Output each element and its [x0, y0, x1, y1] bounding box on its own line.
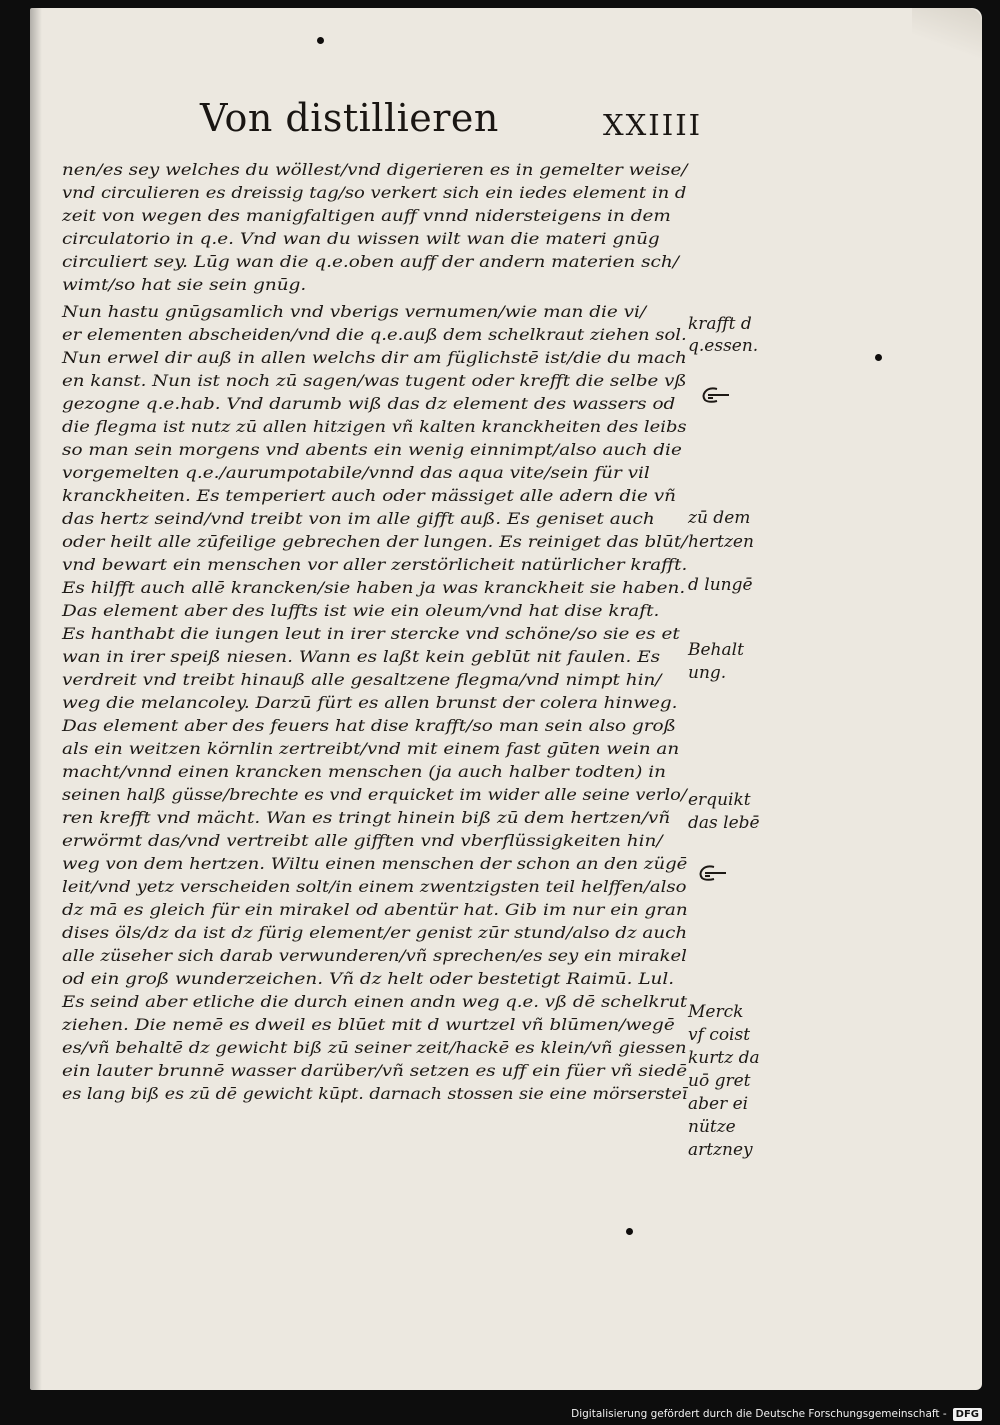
text-line: od ein groß wunderzeichen. Vñ dz helt oder bestetigt Raimū. Lul. — [62, 969, 675, 988]
text-line: so man sein morgens vnd abents ein wenig einnimpt/also auch die — [62, 440, 682, 459]
folio-number: XXIIII — [603, 108, 703, 142]
text-line: kranckheiten. Es temperiert auch oder mässiget alle adern die vñ — [62, 486, 676, 505]
text-line: weg die melancoley. Darzū fürt es allen brunst der colera hinweg. — [62, 693, 678, 712]
text-line: wimt/so hat sie sein gnūg. — [62, 275, 307, 294]
text-line: alle züseher sich darab verwunderen/vñ sprechen/es sey ein mirakel — [62, 946, 687, 965]
text-line: verdreit vnd treibt hinauß alle gesaltzene flegma/vnd nimpt hin/ — [62, 670, 662, 689]
text-line: Es hanthabt die iungen leut in irer stercke vnd schöne/so sie es et — [62, 624, 680, 643]
binding-hole-bottom — [626, 1228, 633, 1235]
margin-note: artzney — [688, 1140, 753, 1160]
margin-note: zū dem — [688, 508, 751, 528]
margin-note: erquikt — [688, 790, 751, 810]
text-line: Nun hastu gnūgsamlich vnd vberigs vernumen/wie man die vi/ — [62, 302, 647, 321]
margin-note: kurtz da — [688, 1048, 760, 1068]
text-line: leit/vnd yetz verscheiden solt/in einem zwentzigsten teil helffen/also — [62, 877, 687, 896]
binding-hole-right — [875, 354, 882, 361]
text-line: dz mā es gleich für ein mirakel od abentür hat. Gib im nur ein gran — [62, 900, 688, 919]
text-line: seinen halß güsse/brechte es vnd erquicket im wider alle seine verlo/ — [62, 785, 687, 804]
text-line: Nun erwel dir auß in allen welchs dir am füglichstē ist/die du mach — [62, 348, 687, 367]
text-line: Es seind aber etliche die durch einen andn weg q.e. vß dē schelkrut — [62, 992, 688, 1011]
manicule-icon — [699, 384, 731, 406]
margin-note: hertzen — [688, 532, 754, 552]
margin-note: aber ei — [688, 1094, 749, 1114]
text-line: gezogne q.e.hab. Vnd darumb wiß das dz element des wassers od — [62, 394, 676, 413]
margin-note: Merck — [688, 1002, 744, 1022]
margin-note: ung. — [688, 663, 727, 683]
text-line: nen/es sey welches du wöllest/vnd digerieren es in gemelter weise/ — [62, 160, 688, 179]
text-line: vorgemelten q.e./aurumpotabile/vnnd das aqua vite/sein für vil — [62, 463, 650, 482]
text-line: Das element aber des feuers hat dise krafft/so man sein also groß — [62, 716, 676, 735]
text-line: macht/vnnd einen krancken menschen (ja auch halber todten) in — [62, 762, 666, 781]
text-line: er elementen abscheiden/vnd die q.e.auß dem schelkraut ziehen sol. — [62, 325, 687, 344]
margin-note: d lungē — [688, 575, 753, 595]
margin-note: q.essen. — [688, 336, 759, 356]
running-title: Von distillieren — [200, 96, 499, 140]
margin-note: vf coist — [688, 1025, 751, 1045]
text-line: wan in irer speiß niesen. Wann es laßt kein geblūt nit faulen. Es — [62, 647, 661, 666]
credit-text: Digitalisierung gefördert durch die Deutsche Forschungsgemeinschaft - — [571, 1408, 947, 1420]
margin-note: nütze — [688, 1117, 736, 1137]
manicule-icon — [696, 862, 728, 884]
margin-note: uō gret — [688, 1071, 751, 1091]
text-line: ziehen. Die nemē es dweil es blūet mit d wurtzel vñ blūmen/wegē — [62, 1015, 675, 1034]
text-line: circulatorio in q.e. Vnd wan du wissen wilt wan die materi gnūg — [62, 229, 660, 248]
text-line: weg von dem hertzen. Wiltu einen menschen der schon an den zügē — [62, 854, 688, 873]
text-line: es lang biß es zū dē gewicht kūpt. darnach stossen sie eine mörsersteī — [62, 1084, 688, 1103]
text-line: als ein weitzen körnlin zertreibt/vnd mit einem fast gūten wein an — [62, 739, 680, 758]
margin-note: das lebē — [688, 813, 760, 833]
digitization-credit — [571, 1406, 982, 1422]
text-line: zeit von wegen des manigfaltigen auff vnnd nidersteigens in dem — [62, 206, 671, 225]
text-line: circuliert sey. Lūg wan die q.e.oben auff der andern materien sch/ — [62, 252, 679, 271]
text-line: erwörmt das/vnd vertreibt alle gifften vnd vberflüssigkeiten hin/ — [62, 831, 663, 850]
text-line: vnd circulieren es dreissig tag/so verkert sich ein iedes element in d — [62, 183, 687, 202]
text-line: es/vñ behaltē dz gewicht biß zū seiner zeit/hackē es klein/vñ giessen — [62, 1038, 687, 1057]
margin-note: Behalt — [688, 640, 744, 660]
text-line: en kanst. Nun ist noch zū sagen/was tugent oder krefft die selbe vß — [62, 371, 687, 390]
dfg-logo: DFG — [953, 1408, 982, 1421]
text-line: vnd bewart ein menschen vor aller zerstörlicheit natürlicher krafft. — [62, 555, 688, 574]
page-corner-fold — [912, 8, 982, 58]
text-line: ein lauter brunnē wasser darüber/vñ setzen es uff ein füer vñ siedē — [62, 1061, 688, 1080]
margin-note: krafft d — [688, 314, 752, 334]
text-line: Es hilfft auch allē krancken/sie haben ja was kranckheit sie haben. — [62, 578, 686, 597]
text-line: dises öls/dz da ist dz fürig element/er genist zūr stund/also dz auch — [62, 923, 688, 942]
text-line: ren krefft vnd mächt. Wan es tringt hinein biß zū dem hertzen/vñ — [62, 808, 671, 827]
page-gutter-shadow — [30, 8, 42, 1390]
binding-hole-top — [317, 37, 324, 44]
text-line: die flegma ist nutz zū allen hitzigen vñ kalten kranckheiten des leibs — [62, 417, 687, 436]
text-line: das hertz seind/vnd treibt von im alle gifft auß. Es geniset auch — [62, 509, 655, 528]
text-line: oder heilt alle zūfeilige gebrechen der lungen. Es reiniget das blūt/ — [62, 532, 688, 551]
text-line: Das element aber des luffts ist wie ein oleum/vnd hat dise kraft. — [62, 601, 660, 620]
